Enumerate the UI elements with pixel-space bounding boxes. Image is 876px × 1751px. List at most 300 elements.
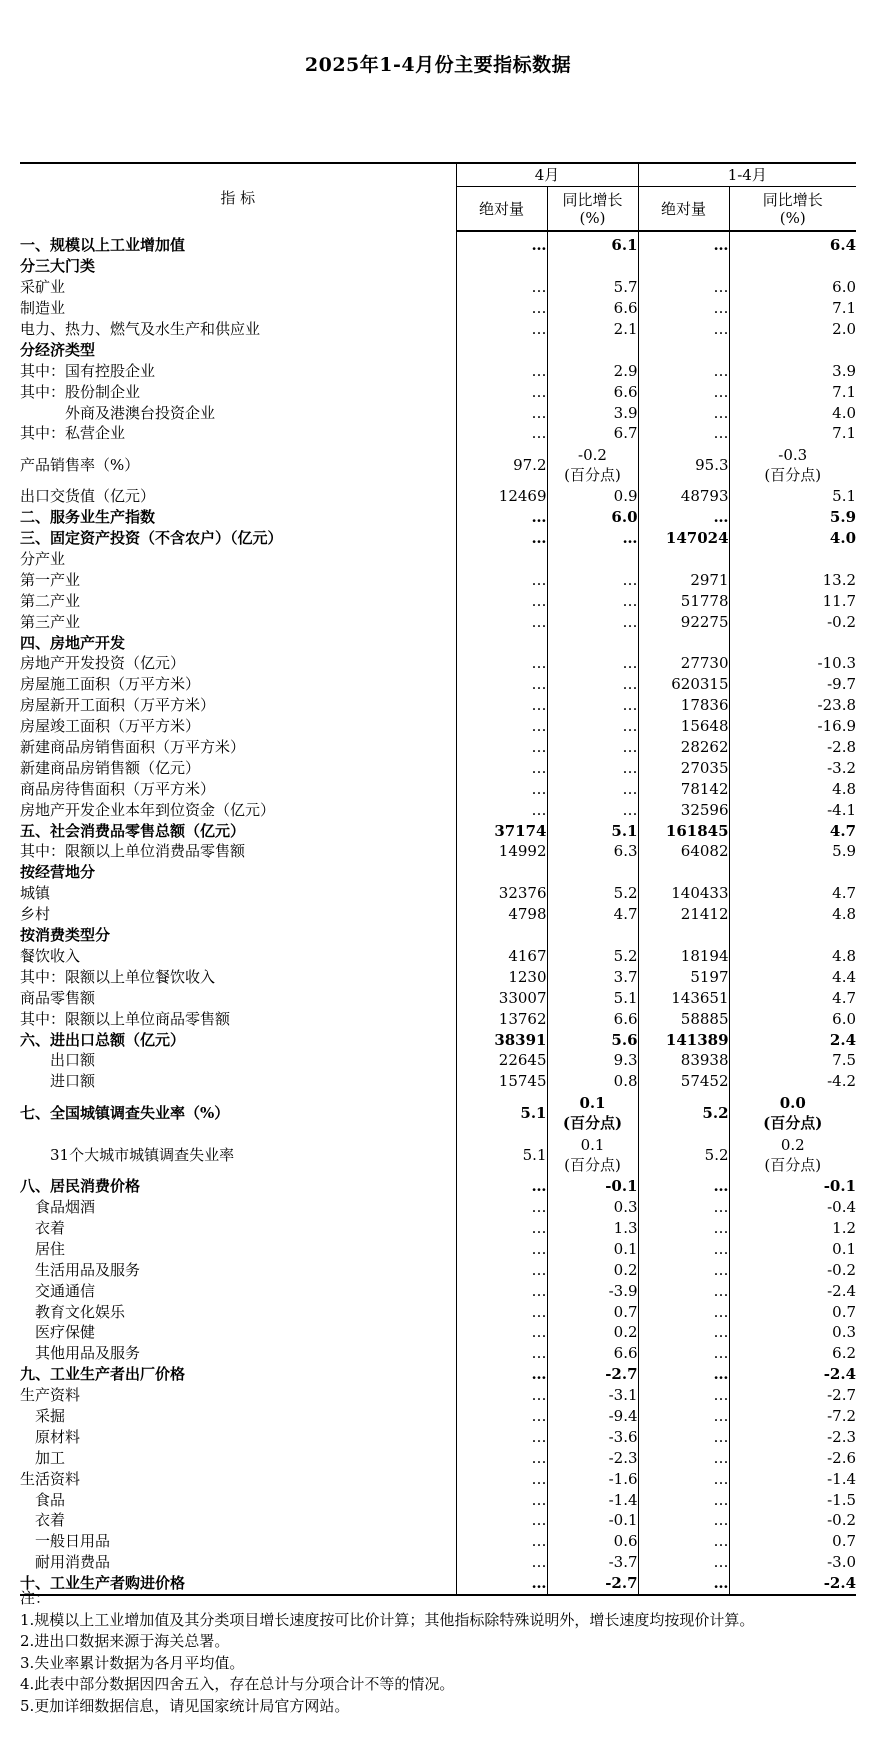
indicator-cell: 医疗保健 (20, 1323, 96, 1342)
table-row (20, 883, 856, 904)
april-growth-cell: 5.1 (547, 987, 638, 1008)
indicator-cell: 三、固定资产投资（不含农户）（亿元） (20, 529, 283, 548)
april-growth-cell: 9.3 (547, 1050, 638, 1071)
page-title: 2025年1-4月份主要指标数据 (304, 54, 572, 76)
table-row (20, 1531, 856, 1552)
jan-apr-growth-cell: 4.8 (729, 904, 856, 925)
jan-apr-absolute-cell: … (638, 1301, 729, 1322)
jan-apr-absolute-cell: … (638, 277, 729, 298)
indicator-cell: 六、进出口总额（亿元） (20, 1030, 186, 1049)
april-absolute-cell: … (456, 1176, 547, 1197)
table-row (20, 1343, 856, 1364)
jan-apr-growth-cell: 5.1 (729, 486, 856, 507)
indicator-cell: 其中：私营企业 (20, 424, 126, 443)
table-row (20, 1259, 856, 1280)
april-absolute-cell: … (456, 1468, 547, 1489)
april-growth-cell: 6.0 (547, 507, 638, 528)
table-row (20, 1426, 856, 1447)
april-absolute-cell: 5.1 (456, 1134, 547, 1176)
jan-apr-absolute-cell: 83938 (638, 1050, 729, 1071)
jan-apr-growth-cell: -1.5 (729, 1489, 856, 1510)
april-absolute-cell: … (456, 423, 547, 444)
april-absolute-cell: 1230 (456, 966, 547, 987)
april-absolute-cell: … (456, 381, 547, 402)
jan-apr-growth-cell: 5.9 (729, 507, 856, 528)
indicator-cell: 外商及港澳台投资企业 (20, 403, 216, 422)
table-row (20, 862, 856, 883)
jan-apr-absolute-cell: … (638, 402, 729, 423)
jan-apr-absolute-cell (638, 862, 729, 883)
table-row (20, 966, 856, 987)
table-row (20, 1447, 856, 1468)
jan-apr-growth-cell (729, 549, 856, 570)
table-row (20, 925, 856, 946)
april-growth-cell: … (547, 716, 638, 737)
table-row (20, 1280, 856, 1301)
jan-apr-absolute-cell: … (638, 1531, 729, 1552)
table-row (20, 381, 856, 402)
footnote-line: 1.规模以上工业增加值及其分类项目增长速度按可比价计算；其他指标除特殊说明外，增长速度均按现价计算。 (20, 1610, 755, 1629)
jan-apr-growth-cell: -0.3 (百分点) (729, 444, 856, 486)
jan-apr-absolute-cell: … (638, 1218, 729, 1239)
april-growth-cell: 2.1 (547, 319, 638, 340)
jan-apr-growth-cell: -0.4 (729, 1197, 856, 1218)
april-growth-cell: 6.6 (547, 381, 638, 402)
table-row (20, 1134, 856, 1176)
april-growth-cell: 5.1 (547, 820, 638, 841)
table-row (20, 799, 856, 820)
jan-apr-absolute-cell: … (638, 1447, 729, 1468)
indicator-cell: 其他用品及服务 (20, 1344, 141, 1363)
unit-label: (百分点) (562, 1113, 623, 1132)
jan-apr-growth-cell: 4.8 (729, 946, 856, 967)
jan-apr-absolute-cell: … (638, 360, 729, 381)
april-growth-cell: … (547, 528, 638, 549)
indicator-cell: 采掘 (20, 1406, 66, 1425)
table-row (20, 1008, 856, 1029)
table-row (20, 611, 856, 632)
april-absolute-cell: 38391 (456, 1029, 547, 1050)
jan-apr-growth-cell: -1.4 (729, 1468, 856, 1489)
unit-label: (百分点) (764, 1155, 822, 1174)
table-row (20, 653, 856, 674)
indicator-cell: 出口额 (20, 1051, 96, 1070)
indicator-cell: 采矿业 (20, 278, 66, 297)
april-growth-cell: -3.7 (547, 1552, 638, 1573)
indicator-cell: 交通通信 (20, 1281, 96, 1300)
indicator-cell: 其中：限额以上单位餐饮收入 (20, 967, 216, 986)
jan-apr-growth-cell: -10.3 (729, 653, 856, 674)
indicator-cell: 其中：国有控股企业 (20, 361, 156, 380)
jan-apr-absolute-cell: 140433 (638, 883, 729, 904)
april-growth-cell: 2.9 (547, 360, 638, 381)
jan-apr-growth-cell: 7.5 (729, 1050, 856, 1071)
footnotes (20, 1588, 866, 1717)
table-row (20, 716, 856, 737)
april-growth-cell: 6.6 (547, 1008, 638, 1029)
table-row (20, 423, 856, 444)
table-row (20, 486, 856, 507)
table-row (20, 298, 856, 319)
april-absolute-cell (456, 632, 547, 653)
jan-apr-absolute-cell: … (638, 319, 729, 340)
jan-apr-absolute-cell: … (638, 1552, 729, 1573)
indicator-cell: 第一产业 (20, 570, 81, 589)
jan-apr-absolute-cell: 28262 (638, 737, 729, 758)
april-absolute-cell: … (456, 1510, 547, 1531)
table-row (20, 402, 856, 423)
indicator-cell: 居住 (20, 1239, 66, 1258)
indicator-cell: 房屋竣工面积（万平方米） (20, 717, 201, 736)
april-growth-cell: 5.2 (547, 883, 638, 904)
jan-apr-absolute-cell: 78142 (638, 778, 729, 799)
jan-apr-growth-cell: 4.7 (729, 987, 856, 1008)
jan-apr-growth-cell: -9.7 (729, 674, 856, 695)
april-absolute-cell: … (456, 1238, 547, 1259)
indicator-cell: 七、全国城镇调查失业率（%） (20, 1103, 230, 1122)
april-growth-cell: 5.2 (547, 946, 638, 967)
jan-apr-absolute-cell (638, 339, 729, 360)
jan-apr-growth-header: 同比增长 (%) (729, 187, 856, 232)
april-growth-cell: 6.7 (547, 423, 638, 444)
indicator-cell: 衣着 (20, 1511, 66, 1530)
unit-label: (百分点) (564, 465, 621, 484)
indicator-table (20, 162, 856, 1596)
jan-apr-growth-cell: -16.9 (729, 716, 856, 737)
jan-apr-growth-cell: 3.9 (729, 360, 856, 381)
april-group-header: 4月 (456, 163, 638, 187)
april-absolute-cell: … (456, 799, 547, 820)
jan-apr-growth-cell: -2.3 (729, 1426, 856, 1447)
indicator-cell: 其中：限额以上单位消费品零售额 (20, 842, 246, 861)
april-absolute-cell: 12469 (456, 486, 547, 507)
indicator-cell: 进口额 (20, 1072, 96, 1091)
indicator-cell: 其中：限额以上单位商品零售额 (20, 1009, 231, 1028)
indicator-cell: 分经济类型 (20, 340, 96, 359)
jan-apr-absolute-cell: 5.2 (638, 1092, 729, 1134)
april-absolute-cell: … (456, 1343, 547, 1364)
april-growth-cell: … (547, 611, 638, 632)
jan-apr-group-header: 1-4月 (638, 163, 856, 187)
indicator-cell: 房地产开发投资（亿元） (20, 654, 186, 673)
table-row (20, 674, 856, 695)
indicator-cell: 生活资料 (20, 1469, 81, 1488)
april-growth-cell: -1.6 (547, 1468, 638, 1489)
jan-apr-growth-cell (729, 256, 856, 277)
indicator-cell: 生产资料 (20, 1386, 81, 1405)
table-row (20, 757, 856, 778)
indicator-cell: 商品零售额 (20, 988, 96, 1007)
jan-apr-growth-cell: 0.3 (729, 1322, 856, 1343)
jan-apr-growth-cell: 0.7 (729, 1531, 856, 1552)
indicator-cell: 31个大城市城镇调查失业率 (20, 1145, 235, 1164)
indicator-cell: 十、工业生产者购进价格 (20, 1573, 456, 1595)
april-growth-cell: 4.7 (547, 904, 638, 925)
april-growth-cell: -9.4 (547, 1406, 638, 1427)
indicator-cell: 二、服务业生产指数 (20, 508, 156, 527)
table-row (20, 1176, 856, 1197)
april-growth-cell (547, 339, 638, 360)
april-growth-cell: 6.6 (547, 298, 638, 319)
table-row (20, 695, 856, 716)
jan-apr-growth-cell: -4.2 (729, 1071, 856, 1092)
april-absolute-cell: … (456, 590, 547, 611)
jan-apr-absolute-cell: … (638, 1238, 729, 1259)
jan-apr-growth-cell: 13.2 (729, 569, 856, 590)
april-absolute-cell: 37174 (456, 820, 547, 841)
april-absolute-cell (456, 862, 547, 883)
jan-apr-absolute-cell: … (638, 1176, 729, 1197)
table-row (20, 507, 856, 528)
jan-apr-absolute-cell: … (638, 1280, 729, 1301)
jan-apr-absolute-cell: … (638, 298, 729, 319)
jan-apr-growth-cell: 11.7 (729, 590, 856, 611)
footnote-line: 5.更加详细数据信息，请见国家统计局官方网站。 (20, 1696, 350, 1715)
jan-apr-growth-cell: -4.1 (729, 799, 856, 820)
jan-apr-growth-cell: 6.4 (729, 231, 856, 256)
jan-apr-growth-cell: 4.7 (729, 820, 856, 841)
april-growth-cell: 5.7 (547, 277, 638, 298)
jan-apr-absolute-cell (638, 549, 729, 570)
indicator-cell: 出口交货值（亿元） (20, 487, 156, 506)
april-absolute-cell (456, 256, 547, 277)
jan-apr-growth-cell: -7.2 (729, 1406, 856, 1427)
april-growth-cell: 1.3 (547, 1218, 638, 1239)
jan-apr-growth-cell: 4.0 (729, 402, 856, 423)
jan-apr-growth-cell: -0.2 (729, 611, 856, 632)
april-absolute-cell: … (456, 402, 547, 423)
indicator-cell: 一般日用品 (20, 1532, 111, 1551)
april-growth-cell: 0.2 (547, 1259, 638, 1280)
jan-apr-absolute-cell: 2971 (638, 569, 729, 590)
jan-apr-growth-cell: 7.1 (729, 423, 856, 444)
indicator-cell: 电力、热力、燃气及水生产和供应业 (20, 320, 261, 338)
jan-apr-growth-cell: -2.6 (729, 1447, 856, 1468)
jan-apr-growth-cell: 0.1 (729, 1238, 856, 1259)
april-growth-cell (547, 256, 638, 277)
unit-label: (百分点) (764, 465, 822, 484)
jan-apr-growth-cell: 6.0 (729, 277, 856, 298)
april-growth-cell: -2.7 (547, 1364, 638, 1385)
april-growth-cell (547, 549, 638, 570)
table-row (20, 360, 856, 381)
april-absolute-cell: 14992 (456, 841, 547, 862)
jan-apr-growth-cell: -2.4 (729, 1364, 856, 1385)
april-absolute-cell: … (456, 1426, 547, 1447)
april-absolute-cell: 33007 (456, 987, 547, 1008)
april-growth-cell: … (547, 778, 638, 799)
indicator-cell: 城镇 (20, 884, 51, 903)
april-absolute-cell: … (456, 695, 547, 716)
jan-apr-growth-cell: -0.2 (729, 1259, 856, 1280)
table-row (20, 987, 856, 1008)
jan-apr-absolute-cell: 17836 (638, 695, 729, 716)
table-row (20, 1468, 856, 1489)
indicator-cell: 其中：股份制企业 (20, 382, 141, 401)
indicator-cell: 食品 (20, 1490, 66, 1509)
april-growth-cell: … (547, 695, 638, 716)
april-absolute-cell: … (456, 1301, 547, 1322)
april-absolute-cell: … (456, 611, 547, 632)
jan-apr-absolute-cell: 15648 (638, 716, 729, 737)
april-absolute-cell: 15745 (456, 1071, 547, 1092)
indicator-cell: 分三大门类 (20, 257, 96, 276)
jan-apr-absolute-cell (638, 925, 729, 946)
jan-apr-growth-cell: 7.1 (729, 298, 856, 319)
april-growth-cell: -2.7 (547, 1573, 638, 1595)
jan-apr-growth-cell: 5.9 (729, 841, 856, 862)
table-row (20, 1050, 856, 1071)
jan-apr-growth-cell: 2.4 (729, 1029, 856, 1050)
april-absolute-cell: … (456, 360, 547, 381)
jan-apr-growth-cell: 0.2 (百分点) (729, 1134, 856, 1176)
jan-apr-growth-cell: 4.7 (729, 883, 856, 904)
footnote-line: 4.此表中部分数据因四舍五入，存在总计与分项合计不等的情况。 (20, 1675, 455, 1693)
april-growth-cell: 3.7 (547, 966, 638, 987)
indicator-cell: 房屋施工面积（万平方米） (20, 675, 201, 694)
indicator-cell: 食品烟酒 (20, 1198, 96, 1217)
jan-apr-growth-cell (729, 632, 856, 653)
jan-apr-absolute-cell: 32596 (638, 799, 729, 820)
april-absolute-cell: … (456, 1280, 547, 1301)
footnote-line: 2.进出口数据来源于海关总署。 (20, 1632, 230, 1650)
table-row (20, 549, 856, 570)
table-row (20, 590, 856, 611)
indicator-cell: 房屋新开工面积（万平方米） (20, 696, 216, 715)
april-absolute-cell (456, 549, 547, 570)
april-growth-cell: -0.1 (547, 1176, 638, 1197)
table-row (20, 569, 856, 590)
april-absolute-cell: … (456, 716, 547, 737)
april-growth-cell: -2.3 (547, 1447, 638, 1468)
jan-apr-absolute-cell: 5197 (638, 966, 729, 987)
indicator-cell: 乡村 (20, 905, 51, 924)
april-growth-header: 同比增长 (%) (547, 187, 638, 232)
indicator-cell: 衣着 (20, 1218, 66, 1237)
table-row (20, 231, 856, 256)
jan-apr-growth-cell: -2.4 (729, 1573, 856, 1595)
april-absolute-cell: … (456, 231, 547, 256)
indicator-cell: 生活用品及服务 (20, 1260, 141, 1279)
jan-apr-growth-cell: -2.4 (729, 1280, 856, 1301)
april-growth-cell: … (547, 590, 638, 611)
april-absolute-cell: … (456, 1385, 547, 1406)
jan-apr-absolute-cell: 141389 (638, 1029, 729, 1050)
jan-apr-absolute-cell: 161845 (638, 820, 729, 841)
table-row (20, 1071, 856, 1092)
april-absolute-cell: … (456, 1218, 547, 1239)
jan-apr-absolute-cell: … (638, 1426, 729, 1447)
april-absolute-cell: 32376 (456, 883, 547, 904)
april-growth-cell: 0.9 (547, 486, 638, 507)
jan-apr-absolute-cell: 95.3 (638, 444, 729, 486)
unit-label: (百分点) (564, 1155, 621, 1174)
table-row (20, 1238, 856, 1259)
table-row (20, 528, 856, 549)
april-growth-cell: -0.1 (547, 1510, 638, 1531)
jan-apr-growth-cell: 0.0 (百分点) (729, 1092, 856, 1134)
footnote-line: 3.失业率累计数据为各月平均值。 (20, 1653, 245, 1672)
april-absolute-cell: … (456, 757, 547, 778)
indicator-cell: 第二产业 (20, 591, 81, 610)
april-absolute-cell: … (456, 1406, 547, 1427)
table-row (20, 1322, 856, 1343)
indicator-cell: 商品房待售面积（万平方米） (20, 779, 216, 798)
april-growth-cell (547, 632, 638, 653)
table-row (20, 1406, 856, 1427)
april-growth-cell (547, 925, 638, 946)
indicator-cell: 分产业 (20, 550, 66, 569)
jan-apr-absolute-cell: 21412 (638, 904, 729, 925)
indicator-cell: 新建商品房销售额（亿元） (20, 758, 201, 777)
jan-apr-absolute-cell: 620315 (638, 674, 729, 695)
indicator-cell: 按经营地分 (20, 863, 96, 882)
table-row (20, 1489, 856, 1510)
jan-apr-absolute-cell: 48793 (638, 486, 729, 507)
april-absolute-cell (456, 925, 547, 946)
jan-apr-absolute-cell: … (638, 507, 729, 528)
jan-apr-absolute-cell: … (638, 1197, 729, 1218)
jan-apr-absolute-cell: 92275 (638, 611, 729, 632)
april-absolute-cell: … (456, 277, 547, 298)
indicator-cell: 五、社会消费品零售总额（亿元） (20, 821, 246, 840)
april-growth-cell: 6.6 (547, 1343, 638, 1364)
april-growth-cell: -3.9 (547, 1280, 638, 1301)
jan-apr-growth-cell: 4.8 (729, 778, 856, 799)
indicator-cell: 一、规模以上工业增加值 (20, 235, 186, 254)
april-absolute-cell: 22645 (456, 1050, 547, 1071)
table-row (20, 820, 856, 841)
jan-apr-absolute-cell: 51778 (638, 590, 729, 611)
indicator-cell: 新建商品房销售面积（万平方米） (20, 738, 246, 757)
jan-apr-absolute-cell: … (638, 1468, 729, 1489)
jan-apr-absolute-cell: 143651 (638, 987, 729, 1008)
jan-apr-absolute-cell: … (638, 1510, 729, 1531)
table-row (20, 1552, 856, 1573)
april-growth-cell: 0.1 (547, 1238, 638, 1259)
april-growth-cell: 0.1 (百分点) (547, 1092, 638, 1134)
jan-apr-growth-cell: -3.0 (729, 1552, 856, 1573)
indicator-cell: 产品销售率（%） (20, 455, 140, 474)
april-absolute-cell: … (456, 528, 547, 549)
april-growth-cell: 6.1 (547, 231, 638, 256)
indicator-cell: 第三产业 (20, 612, 81, 631)
april-growth-cell: … (547, 653, 638, 674)
jan-apr-absolute-cell (638, 632, 729, 653)
indicator-cell: 餐饮收入 (20, 946, 81, 965)
april-growth-cell: -3.6 (547, 1426, 638, 1447)
jan-apr-absolute-cell: 64082 (638, 841, 729, 862)
table-row (20, 632, 856, 653)
table-row (20, 1029, 856, 1050)
footnote-line: 注： (20, 1589, 51, 1607)
jan-apr-absolute-header: 绝对量 (638, 187, 729, 232)
jan-apr-growth-cell: -3.2 (729, 757, 856, 778)
jan-apr-growth-cell (729, 862, 856, 883)
jan-apr-growth-cell: -0.2 (729, 1510, 856, 1531)
april-growth-cell: 0.6 (547, 1531, 638, 1552)
jan-apr-absolute-cell: 57452 (638, 1071, 729, 1092)
april-growth-cell: … (547, 569, 638, 590)
jan-apr-growth-cell: -0.1 (729, 1176, 856, 1197)
april-absolute-cell: … (456, 507, 547, 528)
table-row (20, 1197, 856, 1218)
april-absolute-header: 绝对量 (456, 187, 547, 232)
april-absolute-cell: 13762 (456, 1008, 547, 1029)
april-growth-cell: 0.8 (547, 1071, 638, 1092)
jan-apr-absolute-cell: … (638, 1364, 729, 1385)
table-row (20, 1510, 856, 1531)
